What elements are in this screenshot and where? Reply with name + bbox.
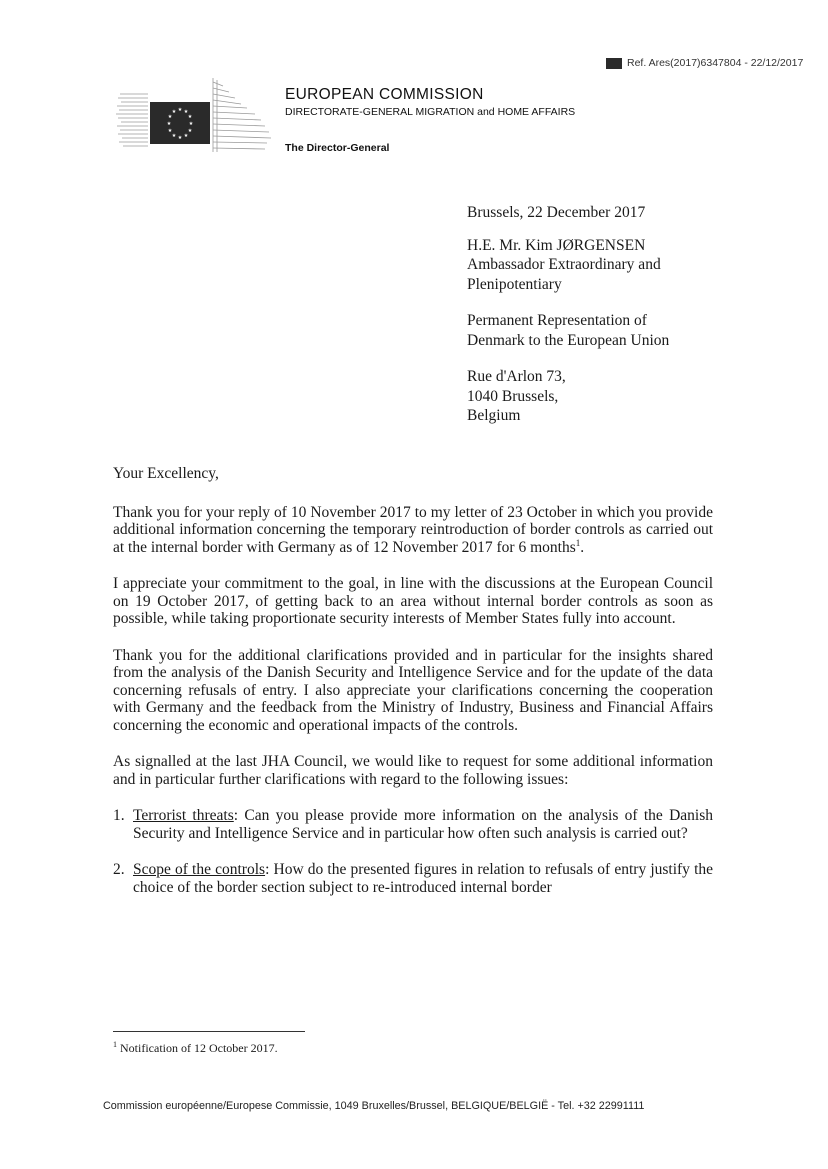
footnote bbox=[113, 1040, 278, 1056]
paragraph: I appreciate your commitment to the goal, in line with the discussions at the European Council on 19 October 2017, of getting back to an area without internal border controls as soon as possible, while taking proportionate security interests of Member States fully into account. bbox=[113, 575, 713, 627]
sender-role: The Director-General bbox=[285, 142, 390, 154]
svg-text:★: ★ bbox=[183, 133, 189, 139]
svg-text:★: ★ bbox=[177, 107, 183, 113]
footnote-reference: 1 bbox=[575, 537, 581, 548]
document-reference bbox=[606, 57, 803, 69]
recipient-organisation: Permanent Representation of bbox=[467, 312, 647, 329]
recipient-title: Ambassador Extraordinary and bbox=[467, 256, 661, 273]
recipient-street: Rue d'Arlon 73, bbox=[467, 368, 566, 385]
org-name: EUROPEAN COMMISSION bbox=[285, 86, 484, 103]
list-keyword: Scope of the controls bbox=[133, 861, 266, 878]
paragraph bbox=[113, 504, 713, 557]
svg-text:★: ★ bbox=[167, 114, 173, 120]
letter-date: Brussels, 22 December 2017 bbox=[467, 204, 646, 221]
svg-text:★: ★ bbox=[171, 109, 177, 115]
paragraph-end: . bbox=[580, 538, 585, 556]
footnote-text: Notification of 12 October 2017. bbox=[117, 1041, 278, 1055]
list-keyword: Terrorist threats bbox=[133, 807, 234, 824]
list-number: 2. bbox=[113, 861, 125, 878]
svg-text:★: ★ bbox=[171, 133, 177, 139]
letter-body bbox=[113, 465, 713, 915]
svg-text:★: ★ bbox=[188, 121, 194, 127]
list-item bbox=[113, 861, 713, 896]
svg-text:★: ★ bbox=[187, 128, 193, 134]
footnote-mark: 1 bbox=[113, 1040, 117, 1049]
list-item bbox=[113, 807, 713, 842]
directorate-name: DIRECTORATE-GENERAL MIGRATION and HOME AFFAIRS bbox=[285, 106, 576, 118]
list-text: : Can you please provide more information on the analysis of the Danish Security and Intelligence Service and in particular how often such analysis is carried out? bbox=[133, 807, 713, 842]
svg-text:★: ★ bbox=[167, 128, 173, 134]
recipient-address-block bbox=[467, 203, 669, 443]
recipient-name: H.E. Mr. Kim JØRGENSEN bbox=[467, 236, 646, 254]
recipient-organisation: Denmark to the European Union bbox=[467, 331, 670, 349]
list-text: : How do the presented figures in relation to refusals of entry justify the choice of the border section subject to re-introduced internal border bbox=[133, 861, 713, 896]
paragraph: As signalled at the last JHA Council, we would like to request for some additional information and in particular further clarifications with regard to the following issues: bbox=[113, 753, 713, 788]
european-commission-logo-icon bbox=[115, 74, 275, 154]
svg-text:★: ★ bbox=[166, 121, 172, 127]
salutation: Your Excellency, bbox=[113, 465, 219, 482]
svg-text:★: ★ bbox=[183, 109, 189, 115]
footnote-divider bbox=[113, 1031, 305, 1032]
svg-text:★: ★ bbox=[177, 135, 183, 141]
recipient-country: Belgium bbox=[467, 407, 521, 424]
reference-mark-icon bbox=[606, 58, 622, 69]
sender-organisation bbox=[285, 86, 575, 154]
list-number: 1. bbox=[113, 807, 125, 824]
paragraph: Thank you for the additional clarifications provided and in particular for the insights shared from the analysis of the Danish Security and Intelligence Service and for the update of the data concerning refusals of entry. I also appreciate your clarifications concerning the cooperation with Germany and the feedback from the Ministry of Industry, Business and Financial Affairs concerning the economic and operational impacts of the controls. bbox=[113, 646, 713, 734]
paragraph-text: Thank you for your reply of 10 November 2017 to my letter of 23 October in which you provide additional information concerning the temporary reintroduction of border controls as carried out at the internal border with Germany as of 12 November 2017 for 6 months bbox=[113, 503, 713, 556]
page-footer: Commission européenne/Europese Commissie, 1049 Bruxelles/Brussel, BELGIQUE/BELGIË - Tel. +32 22991111 bbox=[103, 1100, 645, 1112]
recipient-title: Plenipotentiary bbox=[467, 275, 562, 293]
recipient-city: 1040 Brussels, bbox=[467, 387, 559, 405]
reference-text: Ref. Ares(2017)6347804 - 22/12/2017 bbox=[627, 57, 804, 69]
svg-text:★: ★ bbox=[187, 114, 193, 120]
